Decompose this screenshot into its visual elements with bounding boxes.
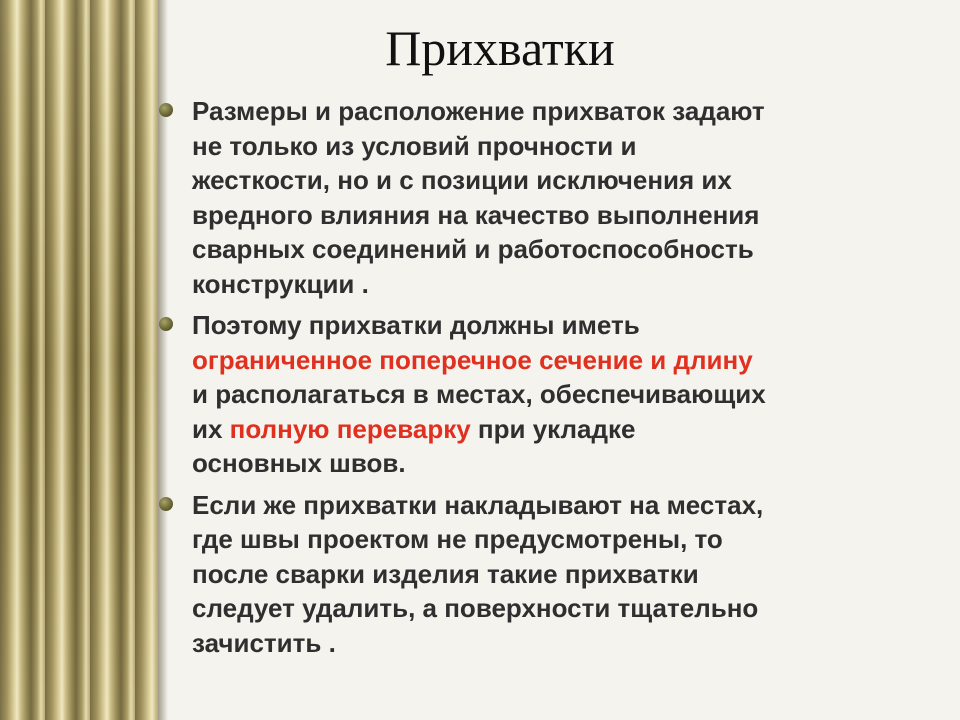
text-line: Размеры и расположение прихваток задают <box>192 96 765 126</box>
highlighted-phrase: полную переварку <box>229 413 471 444</box>
bullet-list <box>159 94 939 667</box>
slide-title: Прихватки <box>385 20 615 76</box>
bullet-text-3 <box>192 488 939 661</box>
text-line: зачистить . <box>192 627 336 658</box>
bullet-dot-icon <box>159 497 173 511</box>
text-line: конструкции . <box>192 268 369 299</box>
bullet-item-3 <box>159 488 939 661</box>
text-line: следует удалить, а поверхности тщательно <box>192 593 759 623</box>
text-line: после сварки изделия такие прихватки <box>192 558 699 589</box>
highlighted-phrase: ограниченное поперечное сечение и длину <box>192 344 753 375</box>
text-line: вредного влияния на качество выполнения <box>192 199 760 230</box>
text-line: основных швов. <box>192 448 406 478</box>
text-line: не только из условий прочности и <box>192 130 637 161</box>
text-line: Если же прихватки накладывают на местах, <box>192 489 764 520</box>
bullet-text-1 <box>192 94 939 301</box>
text-line: жесткости, но и с позиции исключения их <box>192 165 732 195</box>
text-segment: при укладке <box>470 413 636 444</box>
text-line: сварных соединений и работоспособность <box>192 234 754 264</box>
text-line: Поэтому прихватки должны иметь <box>192 310 640 340</box>
bullet-item-2 <box>159 308 939 481</box>
text-segment: их <box>192 413 230 444</box>
bullet-dot-icon <box>159 103 173 117</box>
bullet-dot-icon <box>159 317 173 331</box>
bullet-item-1 <box>159 94 939 301</box>
text-line <box>192 412 939 447</box>
bullet-text-2 <box>192 308 939 481</box>
text-line: и располагаться в местах, обеспечивающих <box>192 379 766 409</box>
curtain-shading <box>0 0 158 720</box>
text-line: где швы проектом не предусмотрены, то <box>192 524 723 554</box>
